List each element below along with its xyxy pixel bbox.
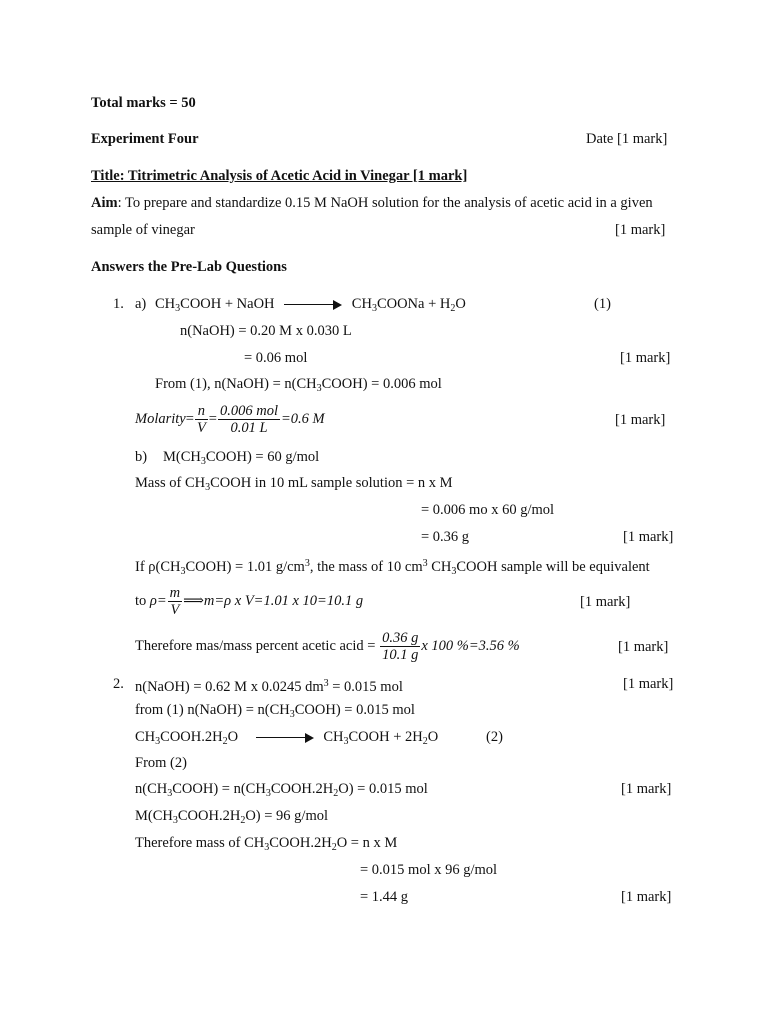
aim-line-1 [91, 194, 653, 212]
aim-mark: [1 mark] [615, 222, 666, 238]
mark: [1 mark] [620, 350, 671, 366]
q2-mass-calc-2: = 1.44 g [360, 889, 409, 905]
q1-part-b: b) [135, 449, 148, 465]
m-over-v-fraction: $\frac{m}{V}$ [169, 585, 181, 619]
aim-text-1: : To prepare and standardize 0.15 M NaOH solution for the analysis of acetic acid in a given [117, 195, 653, 211]
equation-number-1: (1) [594, 296, 611, 312]
q1-number: 1. [113, 296, 124, 312]
reaction-arrow-icon [256, 733, 314, 743]
molar-mass-acetic: $M(CH_3COOH) = 60$ g/mol [163, 449, 320, 467]
molarity-formula: Molarity= $\frac{n}{V}$ = $\frac{\text{0.006 mol}}{0.01 L}$ =0.6 M [135, 403, 325, 437]
equation-number-2: (2) [486, 729, 503, 745]
density-line: If $\rho(CH_3COOH) = 1.01$ $g/cm^3$, the mass of 10 $cm^3$ $CH_3COOH$ sample will be equivalent [135, 558, 650, 577]
q2-from-1: from (1) n(NaOH) = $n(CH_3COOH) = 0.015$ mol [135, 702, 415, 720]
percent-fraction: $\frac{0.36 g}{10.1 g}$ [382, 630, 419, 664]
mark: [1 mark] [621, 889, 672, 905]
mass-calc-1: = 0.006 mo x 60 g/mol [421, 502, 555, 518]
mark: [1 mark] [623, 529, 674, 545]
aim-label: Aim [91, 195, 118, 211]
page-title: Title: Titrimetric Analysis of Acetic Acid in Vinegar [1 mark] [91, 168, 468, 184]
q2-from-2: From (2) [135, 755, 187, 771]
mark: [1 mark] [621, 781, 672, 797]
q2-n-equality: $n(CH_3COOH)$ = $n(CH_3COOH.2H_2O) = 0.015$ mol [135, 781, 428, 799]
q2-n-naoh: n(NaOH) = 0.62 M x 0.0245 $dm^3 = 0.015$ mol [135, 678, 403, 695]
n-over-v-fraction: $\frac{n}{V}$ [196, 403, 206, 437]
reaction-equation-2: $CH_3COOH.2H_2O$ $CH_3COOH + 2H_2O$ [135, 729, 439, 747]
q1-n-naoh: n(NaOH) = 0.20 M x 0.030 L [180, 323, 352, 339]
mass-calc-2: = 0.36 g [421, 529, 470, 545]
q1-from-1: From (1), n(NaOH) = $n(CH_3COOH) = 0.006$ mol [155, 376, 442, 394]
date-field: Date [1 mark] [586, 131, 668, 147]
mark: [1 mark] [618, 639, 669, 655]
total-marks: Total marks = 50 [91, 95, 196, 111]
q2-molar-mass: $M(CH_3COOH.2H_2O) = 96$ g/mol [135, 808, 329, 826]
experiment-label: Experiment Four [91, 131, 199, 147]
reaction-arrow-icon [284, 300, 342, 310]
aim-line-2: sample of vinegar [91, 222, 195, 238]
q2-mass-line: Therefore mass of $CH_3COOH.2H_2O = n$ x M [135, 835, 398, 853]
mark: [1 mark] [623, 676, 674, 692]
molarity-fraction: $\frac{\text{0.006 mol}}{0.01 L}$ [219, 403, 278, 437]
q1-n-naoh-result: = 0.06 mol [244, 350, 308, 366]
q1-part-a: a) [135, 296, 147, 312]
mark: [1 mark] [615, 412, 666, 428]
mark: [1 mark] [580, 594, 631, 610]
prelab-heading: Answers the Pre-Lab Questions [91, 259, 287, 275]
reaction-equation-1: $CH_3COOH$ + NaOH $CH_3COONa + H_2O$ [155, 296, 466, 314]
percent-formula: Therefore mas/mass percent acetic acid = $\frac{0.36 g}{10.1 g}$ x 100 %=3.56 % [135, 630, 520, 664]
mass-line: Mass of $CH_3COOH$ in 10 mL sample solution = n x M [135, 475, 453, 493]
q2-number: 2. [113, 676, 124, 692]
rho-formula: to ρ= $\frac{m}{V}$ ⟹m=ρ x V=1.01 x 10=10.1 g [135, 585, 364, 619]
q2-mass-calc-1: = 0.015 mol x 96 g/mol [360, 862, 498, 878]
